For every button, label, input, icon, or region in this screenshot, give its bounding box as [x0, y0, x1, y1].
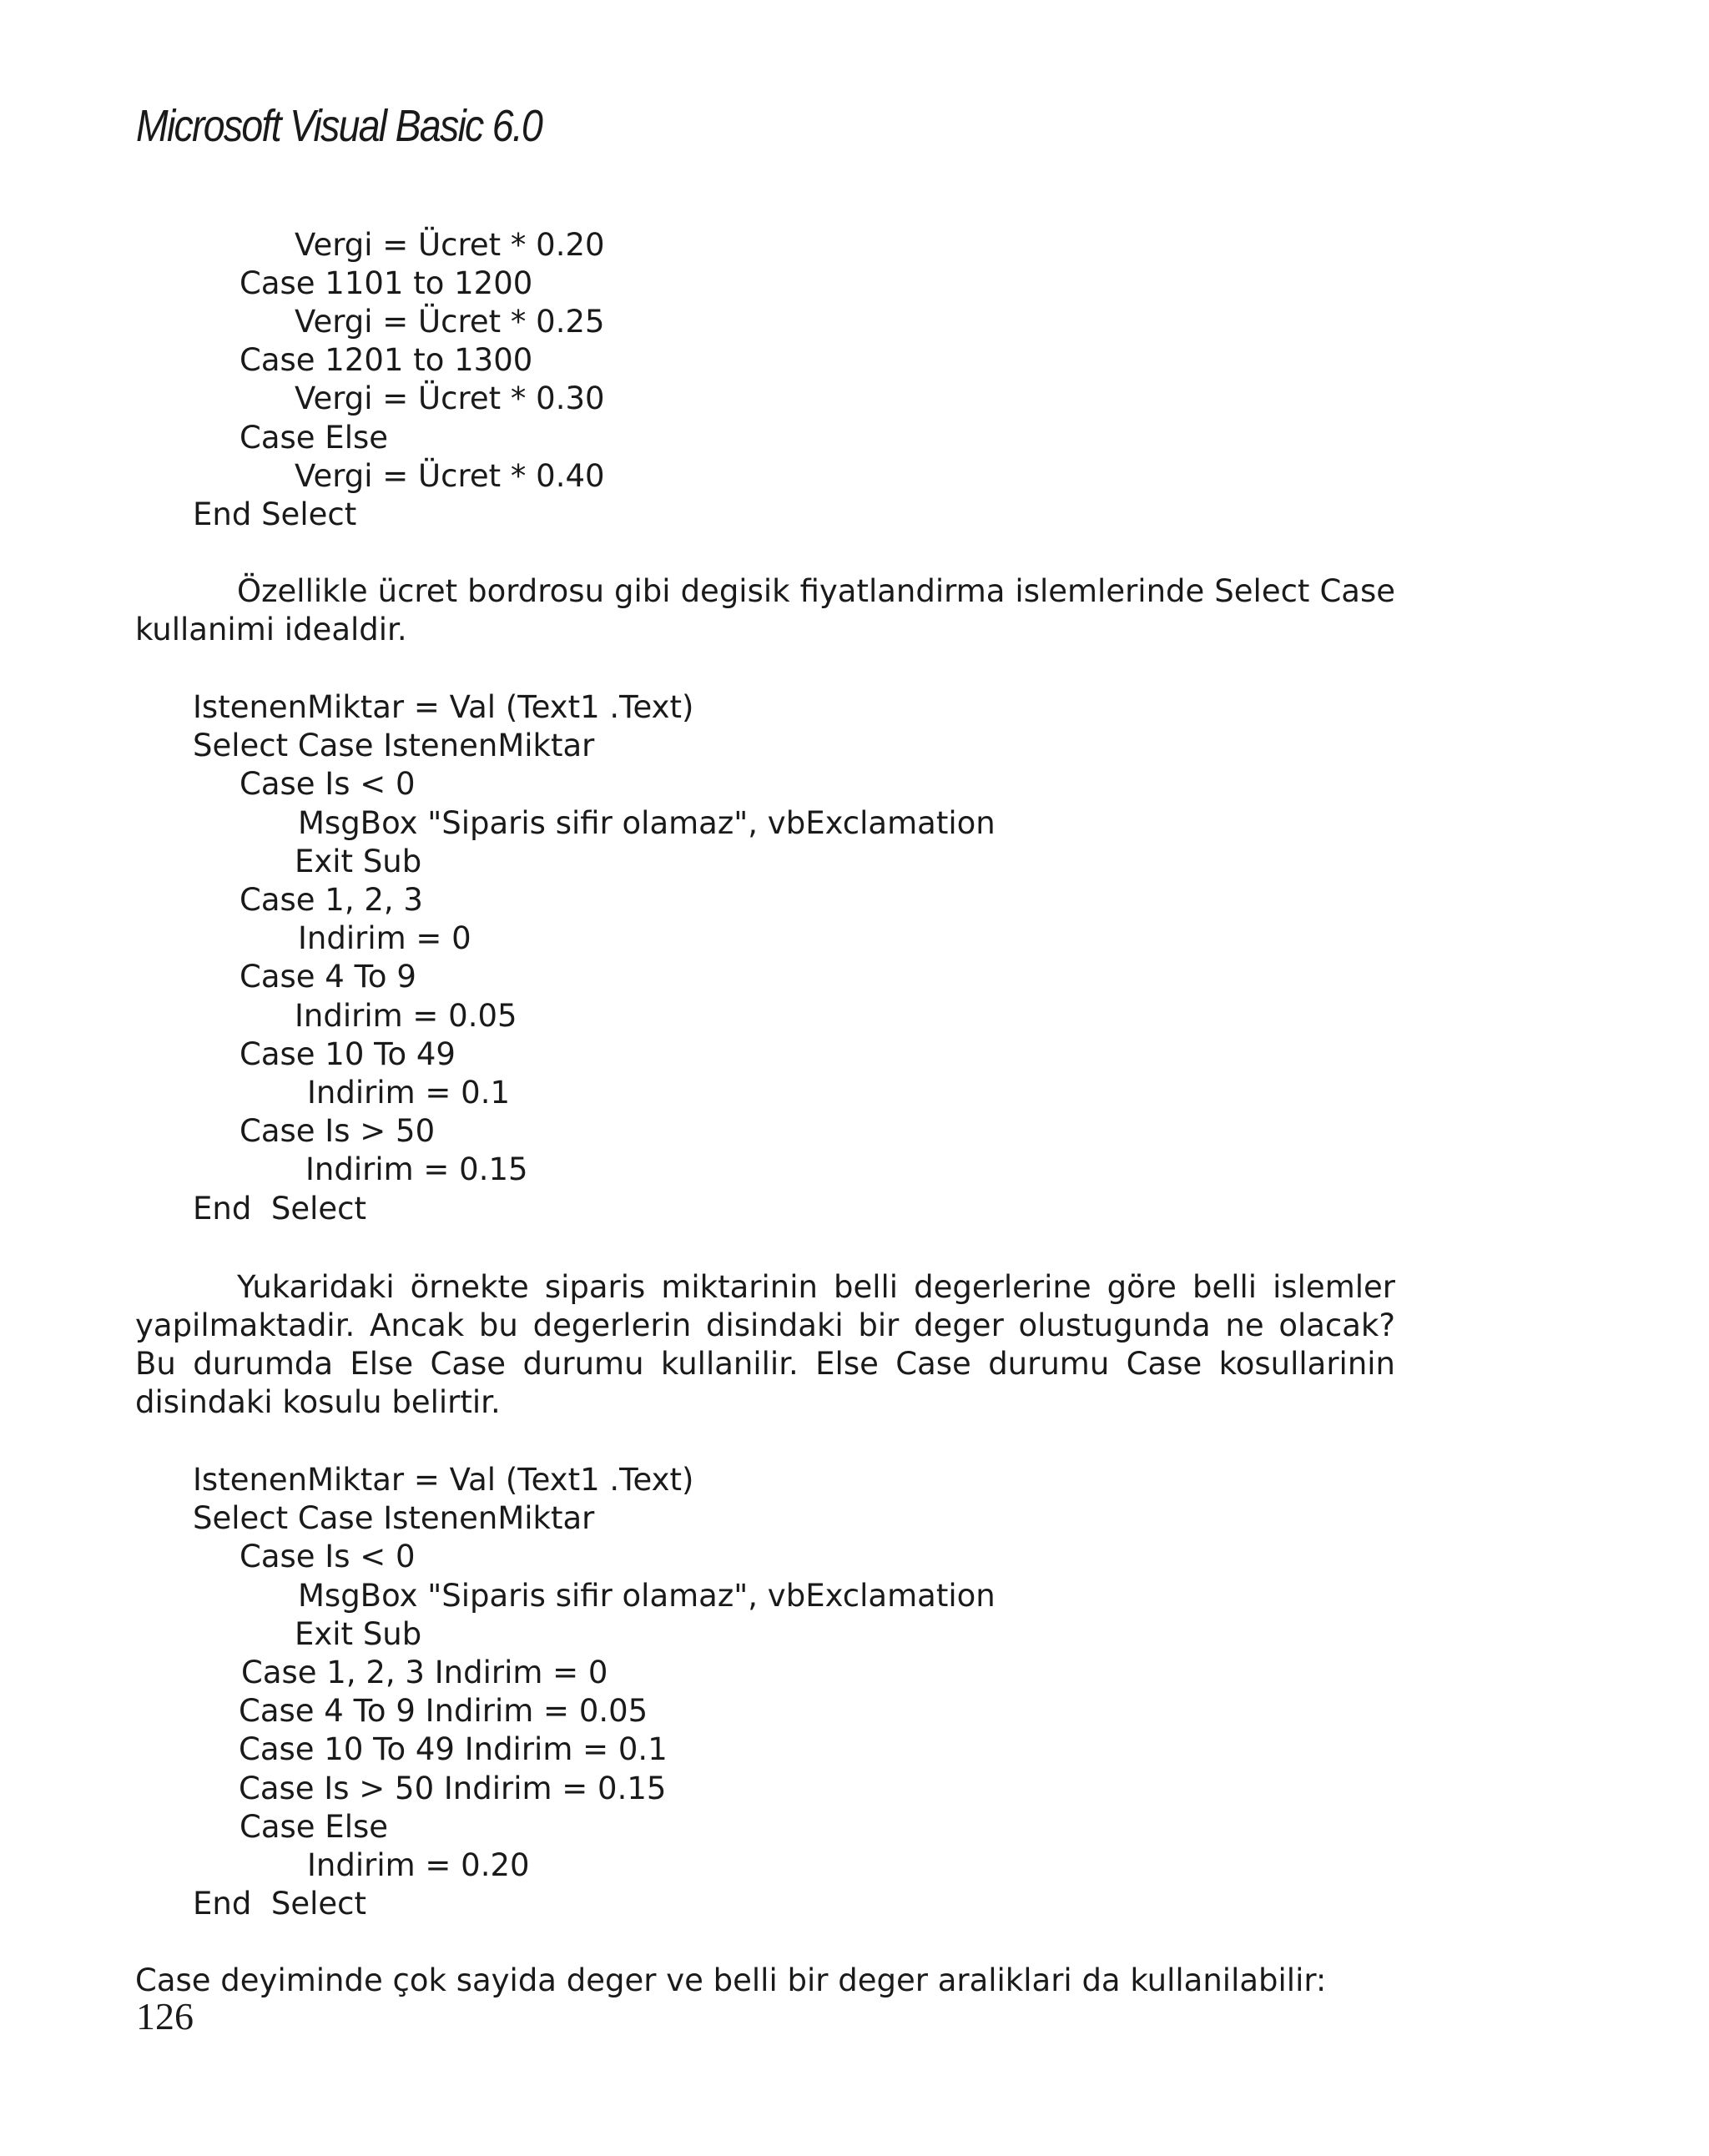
- code-line: Case Else: [239, 420, 389, 456]
- code-line: Case 1101 to 1200: [239, 265, 533, 301]
- code-line: Exit Sub: [295, 844, 422, 879]
- code-line: Case Is < 0: [239, 1539, 416, 1574]
- code-line: Indirim = 0.1: [307, 1075, 511, 1111]
- code-line: Vergi = Ücret * 0.30: [295, 380, 605, 416]
- code-line: Case 4 To 9 Indirim = 0.05: [239, 1693, 648, 1729]
- code-line: Case 1, 2, 3 Indirim = 0: [241, 1655, 608, 1690]
- running-header: Microsoft Visual Basic 6.0: [136, 101, 542, 151]
- paragraph-text: Özellikle ücret bordrosu gibi degisik fiyatlandirma islemlerinde Select Case kullanimi idealdir.: [135, 573, 1395, 647]
- code-line: Case Else: [239, 1809, 389, 1845]
- code-line: Vergi = Ücret * 0.40: [295, 458, 605, 494]
- code-line: Select Case IstenenMiktar: [193, 728, 595, 763]
- code-line: Case 1, 2, 3: [239, 882, 423, 918]
- code-line: Indirim = 0.20: [307, 1847, 530, 1883]
- body-paragraph: [135, 572, 1395, 649]
- body-paragraph: [135, 1268, 1395, 1422]
- code-line: End Select: [193, 1191, 366, 1227]
- code-line: Indirim = 0.05: [295, 998, 517, 1034]
- body-paragraph: Case deyiminde çok sayida deger ve belli bir deger araliklari da kullanilabilir:: [135, 1962, 1327, 1998]
- paragraph-text: Yukaridaki örnekte siparis miktarinin belli degerlerine göre belli islemler yapilmaktadir. Ancak bu degerlerin disindaki bir deger olustugunda ne olacak? Bu durumda Else Case durumu kullanilir. Else Case durumu Case kosullarinin disindaki kosulu belirtir.: [135, 1269, 1395, 1420]
- code-line: Vergi = Ücret * 0.20: [295, 227, 605, 263]
- page-number: 126: [136, 1995, 194, 2038]
- code-line: Vergi = Ücret * 0.25: [295, 304, 605, 340]
- code-line: Case 10 To 49 Indirim = 0.1: [239, 1731, 668, 1767]
- code-line: MsgBox "Siparis sifir olamaz", vbExclamation: [298, 805, 996, 841]
- code-line: Case 1201 to 1300: [239, 342, 533, 378]
- code-line: End Select: [193, 1886, 366, 1922]
- code-line: Case Is > 50 Indirim = 0.15: [239, 1771, 667, 1806]
- code-line: Case 10 To 49: [239, 1036, 456, 1072]
- code-line: Case Is < 0: [239, 766, 416, 802]
- code-line: End Select: [193, 496, 357, 532]
- code-line: Indirim = 0.15: [305, 1151, 528, 1187]
- code-line: MsgBox "Siparis sifir olamaz", vbExclamation: [298, 1578, 996, 1614]
- code-line: Exit Sub: [295, 1616, 422, 1652]
- code-line: IstenenMiktar = Val (Text1 .Text): [193, 1462, 694, 1498]
- code-line: Case Is > 50: [239, 1113, 436, 1149]
- code-line: IstenenMiktar = Val (Text1 .Text): [193, 689, 694, 725]
- code-line: Select Case IstenenMiktar: [193, 1500, 595, 1536]
- code-line: Indirim = 0: [298, 920, 471, 956]
- code-line: Case 4 To 9: [239, 959, 416, 995]
